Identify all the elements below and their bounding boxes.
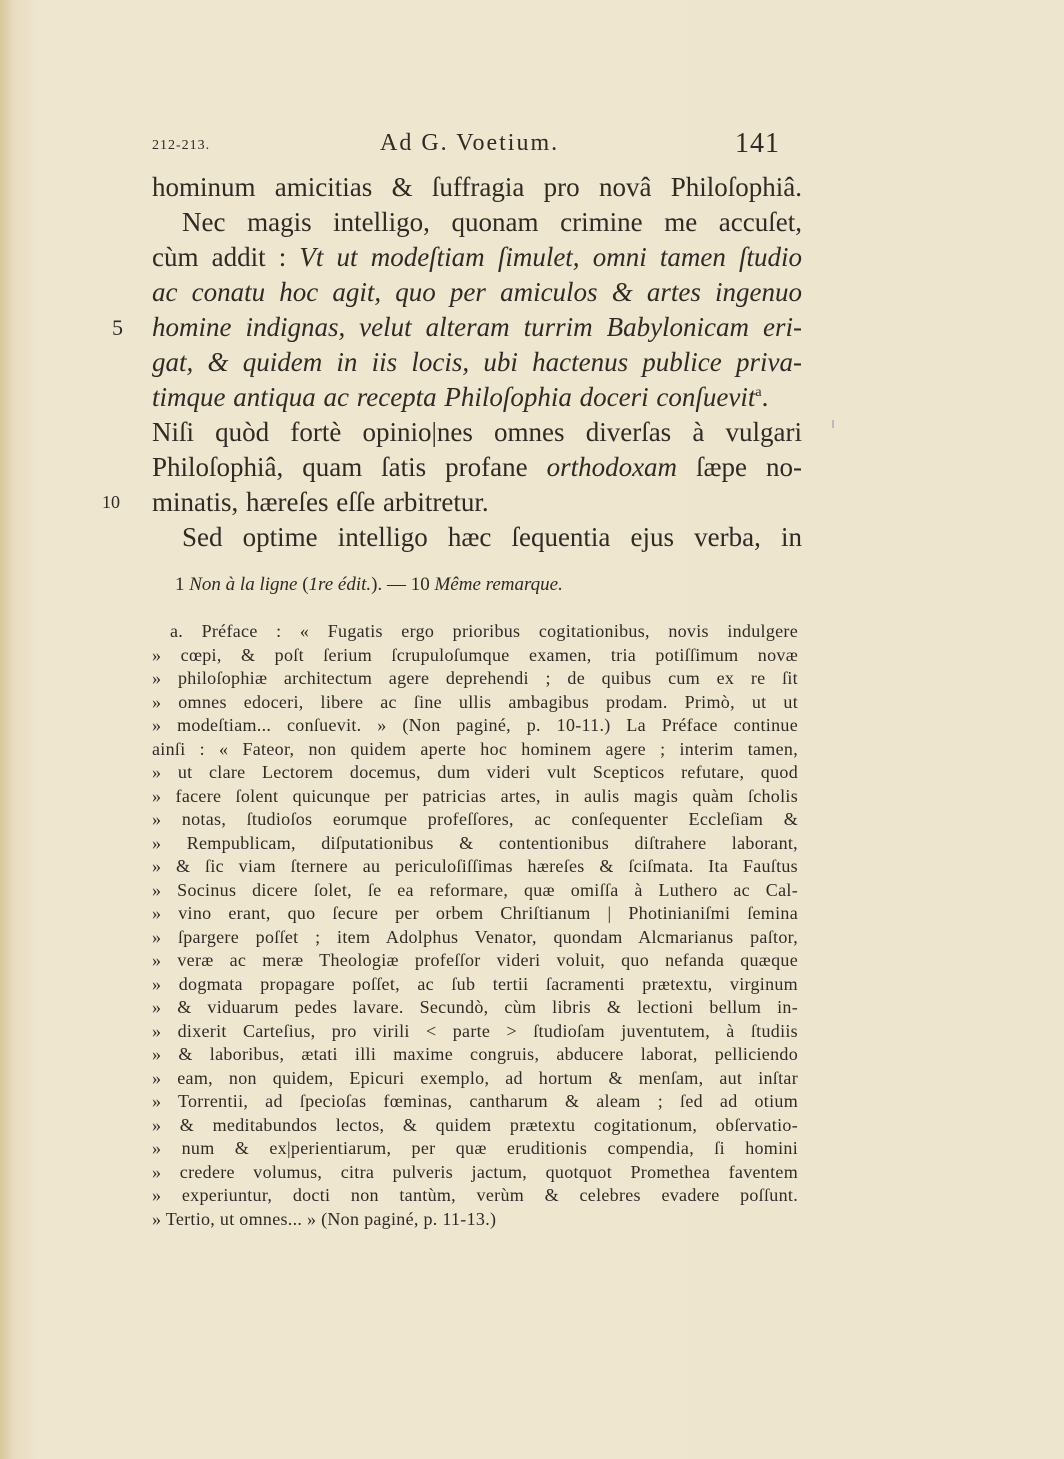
footnote-line: » eam, non quidem, Epicuri exemplo, ad hortum & menſam, aut inſtar (152, 1067, 798, 1088)
footnote-line: » dixerit Carteſius, pro virili < parte > ſtudioſam juventutem, à ſtudiis (152, 1020, 798, 1041)
critical-apparatus: 1 Non à la ligne (1re édit.). — 10 Même remarque. (175, 574, 563, 595)
margin-mark (832, 420, 834, 428)
footnote-line: » credere volumus, citra pulveris jactum, quotquot Promethea faventem (152, 1161, 798, 1182)
footnote-line: » cœpi, & poſt ſerium ſcrupuloſumque examen, tria potiſſimum novæ (152, 644, 798, 665)
footnote-marker[interactable]: a (755, 385, 762, 400)
text-line: 10 minatis, hæreſes eſſe arbitretur. (152, 485, 802, 520)
footnote-line: » dogmata propagare poſſet, ac ſub tertii ſacramenti prætextu, virginum (152, 973, 798, 994)
line-number: 5 (112, 315, 123, 340)
running-header (0, 128, 1064, 168)
footnote-line: a. Préface : « Fugatis ergo prioribus cogitationibus, novis indulgere (170, 621, 798, 641)
footnote-block (152, 620, 798, 1231)
footnote-line: » notas, ſtudioſos eorumque profeſſores, ac conſequenter Eccleſiam & (152, 809, 798, 829)
footnote-line: ainſi : « Fateor, non quidem aperte hoc hominem agere ; interim tamen, (152, 738, 798, 759)
footnote-line: » ut clare Lectorem docemus, dum videri vult Scepticos refutare, quod (152, 762, 798, 782)
footnote-line: » facere ſolent quicunque per patricias artes, in aulis magis quàm ſcholis (152, 785, 798, 806)
text-line: cùm addit : Vt ut modeſtiam ſimulet, omni tamen ſtudio (152, 242, 802, 272)
text-line: gat, & quidem in iis locis, ubi hactenus publice priva- (152, 347, 802, 377)
footnote-line: » & viduarum pedes lavare. Secundò, cùm libris & lectioni bellum in- (152, 997, 798, 1017)
footnote-line: » & ſic viam ſternere au periculoſiſſimas hæreſes & ſciſmata. Ita Fauſtus (152, 856, 798, 876)
footnote-line: » Torrentii, ad ſpecioſas fœminas, cantharum & aleam ; ſed ad otium (152, 1091, 798, 1111)
page-number: 141 (735, 128, 780, 159)
page-range: 212-213. (152, 138, 211, 153)
text-line: timque antiqua ac recepta Philoſophia doceri conſuevit$^a$. (152, 382, 769, 412)
footnote-line: » veræ ac meræ Theologiæ profeſſor videri voluit, quo nefanda quæque (152, 950, 798, 970)
footnote-line: » philoſophiæ architectum agere deprehendi ; de quibus cum ex re ſit (152, 668, 798, 688)
footnote-line: » omnes edoceri, libere ac ſine ullis ambagibus prodam. Primò, ut ut (152, 691, 798, 712)
text-line: hominum amicitias & ſuffragia pro novâ Philoſophiâ. (152, 172, 802, 202)
footnote-line: » experiuntur, docti non tantùm, verùm & celebres evadere poſſunt. (152, 1185, 798, 1205)
text-line: Nec magis intelligo, quonam crimine me accuſet, (182, 207, 802, 237)
footnote-line: » ſpargere poſſet ; item Adolphus Venator, quondam Alcmarianus paſtor, (152, 926, 798, 947)
text-line: Niſi quòd fortè opinio|nes omnes diverſas à vulgari (152, 417, 802, 447)
text-line: Philoſophiâ, quam ſatis profane orthodoxam ſæpe no- (152, 452, 802, 482)
line-number: 10 (102, 492, 120, 512)
running-title: Ad G. Voetium. (380, 130, 560, 156)
footnote-line: » & laboribus, ætati illi maxime congruis, abducere laborat, pelliciendo (152, 1044, 798, 1064)
footnote-line: » & meditabundos lectos, & quidem prætextu cogitationum, obſervatio- (152, 1114, 798, 1135)
footnote-line: » Tertio, ut omnes... » (Non paginé, p. 11-13.) (152, 1208, 497, 1229)
text-line: Sed optime intelligo hæc ſequentia ejus verba, in (182, 522, 802, 552)
text-line: ac conatu hoc agit, quo per amiculos & artes ingenuo (152, 277, 802, 307)
main-text (102, 170, 802, 555)
footnote-line: » Socinus dicere ſolet, ſe ea reformare, quæ omiſſa à Luthero ac Cal- (152, 879, 798, 900)
footnote-line: » num & ex|perientiarum, per quæ eruditionis compendia, ſi homini (152, 1138, 798, 1158)
footnote-line: » modeſtiam... conſuevit. » (Non paginé, p. 10-11.) La Préface continue (152, 715, 798, 735)
footnote-line: » vino erant, quo ſecure per orbem Chriſtianum | Photinianiſmi ſemina (152, 903, 798, 923)
footnote-line: » Rempublicam, diſputationibus & contentionibus diſtrahere laborant, (152, 832, 798, 853)
text-line: 5 homine indignas, velut alteram turrim Babylonicam eri- (152, 310, 802, 345)
